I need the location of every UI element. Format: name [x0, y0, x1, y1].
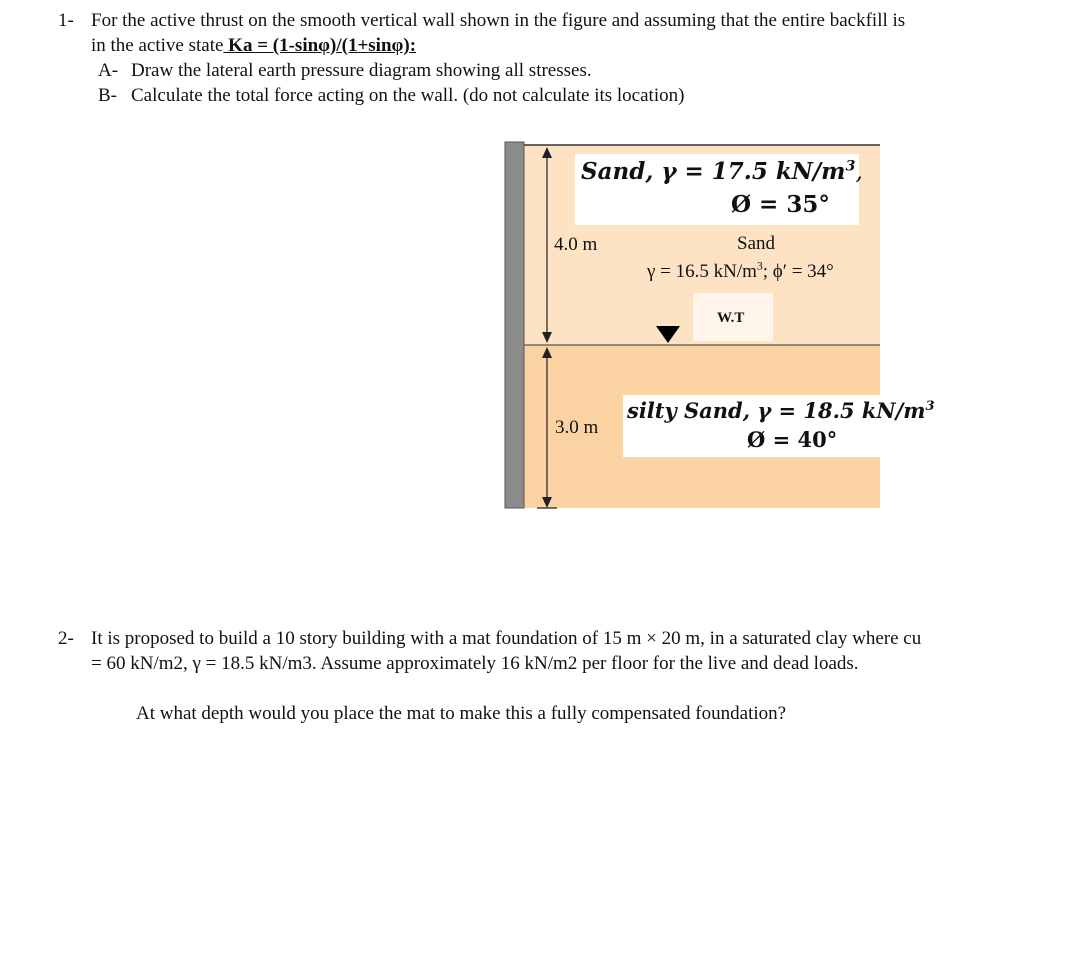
- sand-props: [647, 261, 834, 283]
- sand-label: Sand: [737, 233, 775, 254]
- sand-props-sup: 3: [756, 259, 763, 273]
- sand-props-phi: ; ϕ′ = 34°: [762, 261, 834, 282]
- q1-part-a: Draw the lateral earth pressure diagram showing all stresses.: [131, 60, 592, 81]
- wt-label: W.T: [717, 310, 745, 326]
- q1-part-b: Calculate the total force acting on the wall. (do not calculate its location): [131, 85, 685, 106]
- q2-line1: It is proposed to build a 10 story building with a mat foundation of 15 m × 20 m, in a saturated clay where cu: [91, 628, 922, 649]
- lower-box-line1-text: silty Sand, γ = 18.5 kN/m: [627, 398, 926, 423]
- lower-box-line2: Ø = 40°: [747, 427, 838, 452]
- lower-box-line1: [627, 398, 935, 423]
- q2-question: At what depth would you place the mat to make this a fully compensated foundation?: [136, 703, 787, 724]
- q2-number: 2-: [58, 628, 74, 649]
- upper-box-line1: [581, 158, 863, 185]
- upper-box-line1-comma: ,: [855, 159, 863, 185]
- dim-label-top: 4.0 m: [554, 234, 598, 255]
- upper-box-line2: Ø = 35°: [731, 191, 830, 218]
- sand-props-text: γ = 16.5 kN/m: [647, 261, 757, 282]
- q1-line2-prefix: in the active state: [91, 35, 224, 56]
- q1-part-b-label: B-: [98, 85, 117, 106]
- q1-part-a-label: A-: [98, 60, 119, 81]
- q1-number: 1-: [58, 10, 74, 31]
- retaining-wall: [505, 142, 524, 508]
- upper-box-line1-text: Sand, γ = 17.5 kN/m: [581, 158, 846, 185]
- upper-box-line1-sup: 3: [845, 158, 856, 175]
- lower-box-line1-sup: 3: [925, 399, 935, 414]
- q2-line2: = 60 kN/m2, γ = 18.5 kN/m3. Assume approximately 16 kN/m2 per floor for the live and dead loads.: [91, 653, 859, 674]
- ka-formula: Ka = (1-sinφ)/(1+sinφ):: [223, 35, 417, 56]
- q1-line1: For the active thrust on the smooth vertical wall shown in the figure and assuming that the entire backfill is: [91, 10, 906, 31]
- dim-label-bottom: 3.0 m: [555, 417, 599, 438]
